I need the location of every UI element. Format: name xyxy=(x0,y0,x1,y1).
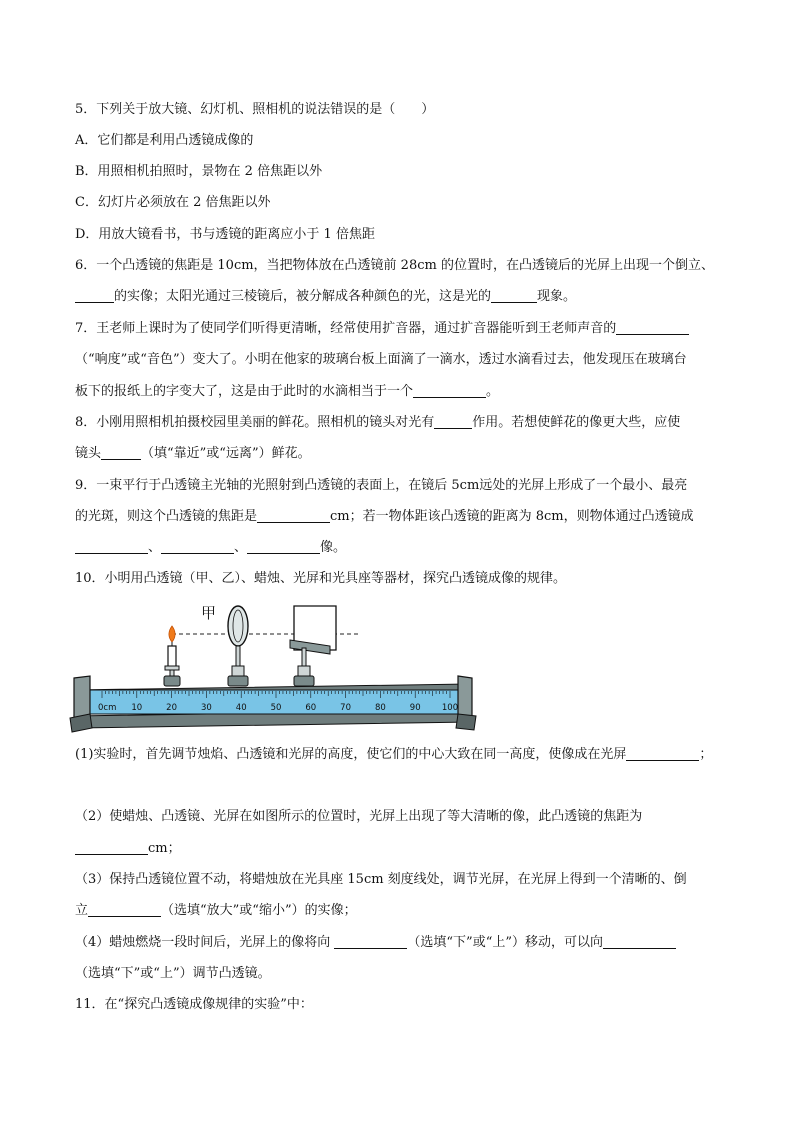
answer-blank[interactable] xyxy=(616,320,689,335)
q5-option-b: B．用照相机拍照时，景物在 2 倍焦距以外 xyxy=(75,164,323,179)
answer-blank[interactable] xyxy=(434,414,472,429)
q7-line3-end: 。 xyxy=(486,384,500,399)
q10-part2: （2）使蜡烛、凸透镜、光屏在如图所示的位置时，光屏上出现了等大清晰的像，此凸透镜的焦距为 xyxy=(75,809,643,824)
bench-rail xyxy=(70,676,476,732)
q10-part1 xyxy=(75,746,712,764)
q10-part4-line2: （选填“下”或“上”）调节凸透镜。 xyxy=(75,966,271,981)
scale-label: 40 xyxy=(235,703,247,713)
q7-line3 xyxy=(75,383,499,401)
q11-stem: 11．在“探究凸透镜成像规律的实验”中： xyxy=(75,997,313,1012)
q8-line1 xyxy=(75,414,680,432)
answer-blank[interactable] xyxy=(603,934,676,949)
q6-line2-text: 的实像；太阳光通过三棱镜后，被分解成各种颜色的光，这是光的 xyxy=(114,289,492,304)
scale-label: 20 xyxy=(166,703,178,713)
q5-option-d: D．用放大镜看书，书与透镜的距离应小于 1 倍焦距 xyxy=(75,227,375,242)
q10-part1-end: ； xyxy=(699,747,713,762)
answer-blank[interactable] xyxy=(491,288,537,303)
q7-line1-text: 7．王老师上课时为了使同学们听得更清晰，经常使用扩音器，通过扩音器能听到王老师声音的 xyxy=(75,321,617,336)
scale-label: 90 xyxy=(409,703,421,713)
q8-line1-text: 8．小刚用照相机拍摄校园里美丽的鲜花。照相机的镜头对光有 xyxy=(75,415,435,430)
answer-blank[interactable] xyxy=(75,288,114,303)
answer-blank[interactable] xyxy=(413,383,486,398)
q6-line2-end: 现象。 xyxy=(537,289,577,304)
q9-sep: 、 xyxy=(234,540,248,555)
answer-blank[interactable] xyxy=(334,934,407,949)
lens-label: 甲 xyxy=(201,604,217,622)
q5-stem: 5．下列关于放大镜、幻灯机、照相机的说法错误的是（ ） xyxy=(75,102,435,117)
q9-line3 xyxy=(75,539,346,557)
q9-line1: 9．一束平行于凸透镜主光轴的光照射到凸透镜的表面上，在镜后 5cm远处的光屏上形成了一个最小、最亮 xyxy=(75,478,688,493)
q9-line2-text: 的光斑，则这个凸透镜的焦距是 xyxy=(75,509,258,524)
q8-line2-text: 镜头 xyxy=(75,446,102,461)
convex-lens xyxy=(228,606,248,686)
q10-part1-text: (1)实验时，首先调节烛焰、凸透镜和光屏的高度，使它们的中心大致在同一高度，使像成在光屏 xyxy=(75,747,627,762)
answer-blank[interactable] xyxy=(75,840,148,855)
scale-label: 30 xyxy=(200,703,212,713)
q10-part4-mid: （选填“下”或“上”）移动，可以向 xyxy=(407,935,603,950)
scale-label: 70 xyxy=(340,703,352,713)
q8-line2 xyxy=(75,445,311,463)
answer-blank[interactable] xyxy=(101,445,141,460)
scale-label: 100 xyxy=(441,703,459,713)
q6-line2 xyxy=(75,288,576,306)
scale-label: 50 xyxy=(270,703,282,713)
scale-label: 10 xyxy=(131,703,143,713)
q10-part2-unit: cm； xyxy=(148,841,181,856)
q10-part4-line1 xyxy=(75,934,676,952)
q9-line2-end: cm；若一物体距该凸透镜的距离为 8cm，则物体通过凸透镜成 xyxy=(330,509,694,524)
scale-label: 0cm xyxy=(98,703,117,713)
q5-option-c: C．幻灯片必须放在 2 倍焦距以外 xyxy=(75,195,271,210)
q9-line2 xyxy=(75,508,694,526)
q7-line2: （“响度”或“音色”）变大了。小明在他家的玻璃台板上面滴了一滴水，透过水滴看过去，他发现压在玻璃台 xyxy=(75,352,687,367)
answer-blank[interactable] xyxy=(257,508,330,523)
q5-option-a: A．它们都是利用凸透镜成像的 xyxy=(75,133,254,148)
optical-bench-figure xyxy=(68,598,478,734)
scale-label: 60 xyxy=(305,703,317,713)
scale-label: 80 xyxy=(374,703,386,713)
q10-part2-answer xyxy=(75,840,181,858)
answer-blank[interactable] xyxy=(88,902,161,917)
q10-stem: 10．小明用凸透镜（甲、乙）、蜡烛、光屏和光具座等器材，探究凸透镜成像的规律。 xyxy=(75,571,567,586)
q7-line3-text: 板下的报纸上的字变大了，这是由于此时的水滴相当于一个 xyxy=(75,384,414,399)
q10-part4-text: （4）蜡烛燃烧一段时间后，光屏上的像将向 xyxy=(75,935,335,950)
q7-line1 xyxy=(75,320,689,338)
answer-blank[interactable] xyxy=(626,746,699,761)
candle xyxy=(164,626,180,686)
q8-line1-end: 作用。若想使鲜花的像更大些，应使 xyxy=(472,415,681,430)
q10-part3-line1: （3）保持凸透镜位置不动，将蜡烛放在光具座 15cm 刻度线处，调节光屏，在光屏上得到一个清晰的、倒 xyxy=(75,872,687,887)
q10-part3-text: 立 xyxy=(75,903,89,918)
answer-blank[interactable] xyxy=(75,539,148,554)
q9-sep: 、 xyxy=(148,540,162,555)
q10-part3-line2 xyxy=(75,902,357,920)
q8-line2-end: （填“靠近”或“远离”）鲜花。 xyxy=(141,446,311,461)
q9-line3-end: 像。 xyxy=(320,540,347,555)
answer-blank[interactable] xyxy=(247,539,320,554)
answer-blank[interactable] xyxy=(161,539,234,554)
light-screen xyxy=(290,606,336,686)
q10-part3-end: （选填“放大”或“缩小”）的实像； xyxy=(161,903,357,918)
q6-line1: 6．一个凸透镜的焦距是 10cm，当把物体放在凸透镜前 28cm 的位置时，在凸透镜后的光屏上出现一个倒立、 xyxy=(75,258,714,273)
